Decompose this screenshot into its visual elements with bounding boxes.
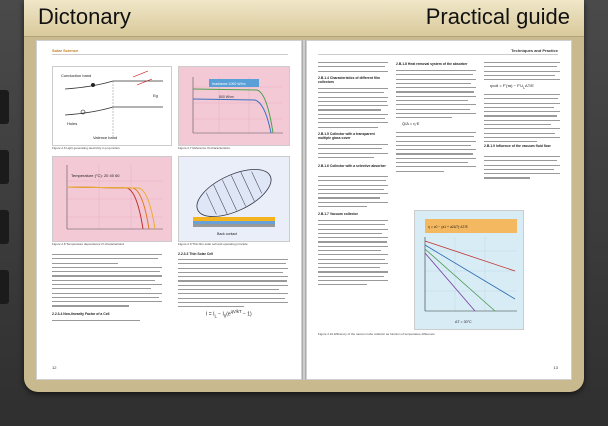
iv-label-800: 800 W/m²: [219, 95, 235, 99]
right-col3-text-c: [484, 156, 560, 182]
band-label-holes: Holes: [67, 121, 78, 126]
thin-film-svg: [179, 157, 289, 241]
dictionary-tab[interactable]: Dictonary: [38, 4, 131, 29]
back-contact-label: Back contact: [217, 232, 238, 236]
book-page-right[interactable]: [306, 40, 572, 380]
book-page-left[interactable]: [36, 40, 302, 380]
side-tab-3[interactable]: [0, 210, 9, 244]
caption-figure-1: Figure 2.6 Light generating electricity in pn-junction: [52, 146, 120, 150]
heading-nonlinearity: 2.2.3.4 Non-linearity Factor of a Cell: [52, 312, 110, 316]
right-col1-text-c: [318, 176, 388, 210]
page-number-left: 12: [52, 365, 57, 370]
band-label-conduction: Conduction band: [61, 73, 92, 78]
formula-right-1: Q̇/A = η·E: [402, 121, 420, 126]
band-label-eg: Eg: [153, 93, 158, 98]
left-body-text-col1: [52, 254, 162, 310]
side-tab-2[interactable]: [0, 150, 9, 184]
heading-film-collectors: 2.B.1.4 Characteristics of different film collectors: [318, 76, 380, 85]
figure-efficiency-chart: [414, 210, 524, 330]
heading-glass-cover: 2.B.1.5 Collector with a transparent multiple glass cover: [318, 132, 375, 141]
running-head-right: Techniques and Practice: [511, 48, 558, 53]
viewer-header: [24, 0, 584, 37]
practical-guide-tab[interactable]: Practical guide: [425, 4, 570, 29]
band-label-valence: Valence band: [93, 135, 118, 140]
running-head-left: Solar Science: [52, 48, 79, 53]
temp-legend: Temperature (°C): 20 40 60: [71, 173, 120, 178]
right-col1-text-d: [318, 220, 388, 289]
eff-formula-box: η = c0 − (a1 + a2ΔT)·ΔT/E: [428, 225, 468, 229]
eff-x-label: ΔT = 30°C: [455, 320, 472, 324]
heading-heat-removal: 2.B.1.8 Heat removal system of the absorber: [396, 62, 468, 66]
caption-figure-2: Figure 2.7 Reference IV-characteristics: [178, 146, 230, 150]
heading-thin-solar-cell: 2.2.3.3 Thin Solar Cell: [178, 252, 214, 256]
figure-thin-film: [178, 156, 290, 242]
caption-figure-right: Figure 2.10 Efficiency of the vacuum tube collector as function of temperature difference: [318, 332, 435, 336]
band-diagram-svg: [53, 67, 171, 145]
heading-vacuum-fluid: 2.B.1.9 Influence of the vacuum fluid flow: [484, 144, 551, 148]
right-col3-text-a: [484, 62, 560, 83]
left-body-text-col2: [178, 259, 288, 310]
heading-selective-absorber: 2.B.1.6 Collector with a selective absorber: [318, 164, 386, 168]
right-col3-text-b: [484, 94, 560, 145]
formula-right-2: ηcoll = $F'(\tau\alpha) - F'U_L\Delta T/E$: [490, 83, 534, 90]
formula-left: $I = I_L - I_0(e^{qV/kT} - 1)$: [206, 309, 252, 319]
right-col2-text-b: [396, 132, 476, 175]
header-rule: [52, 54, 288, 55]
heading-vacuum-collector: 2.B.1.7 Vacuum collector: [318, 212, 358, 216]
figure-iv-reference: [178, 66, 290, 146]
right-col1-intro: [318, 62, 388, 75]
left-body-text-col1b: [52, 320, 162, 324]
iv-label-1000: Irradiance 1000 W/m²: [212, 82, 246, 86]
right-col2-text-a: [396, 70, 476, 121]
page-number-right: 13: [553, 365, 558, 370]
iv-reference-svg: [179, 67, 289, 145]
side-tab-4[interactable]: [0, 270, 9, 304]
iv-temperature-svg: [53, 157, 171, 241]
figure-band-diagram: [52, 66, 172, 146]
header-rule-right: [318, 54, 558, 55]
caption-figure-4: Figure 2.9 Thin-film solar cell and operating principle: [178, 242, 248, 246]
efficiency-chart-svg: [415, 211, 523, 329]
side-tab-1[interactable]: [0, 90, 9, 124]
right-col1-text-a: [318, 88, 388, 131]
caption-figure-3: Figure 2.8 Temperature dependence IV-characteristics: [52, 242, 125, 246]
figure-iv-temperature: [52, 156, 172, 242]
right-col1-text-b: [318, 144, 388, 161]
